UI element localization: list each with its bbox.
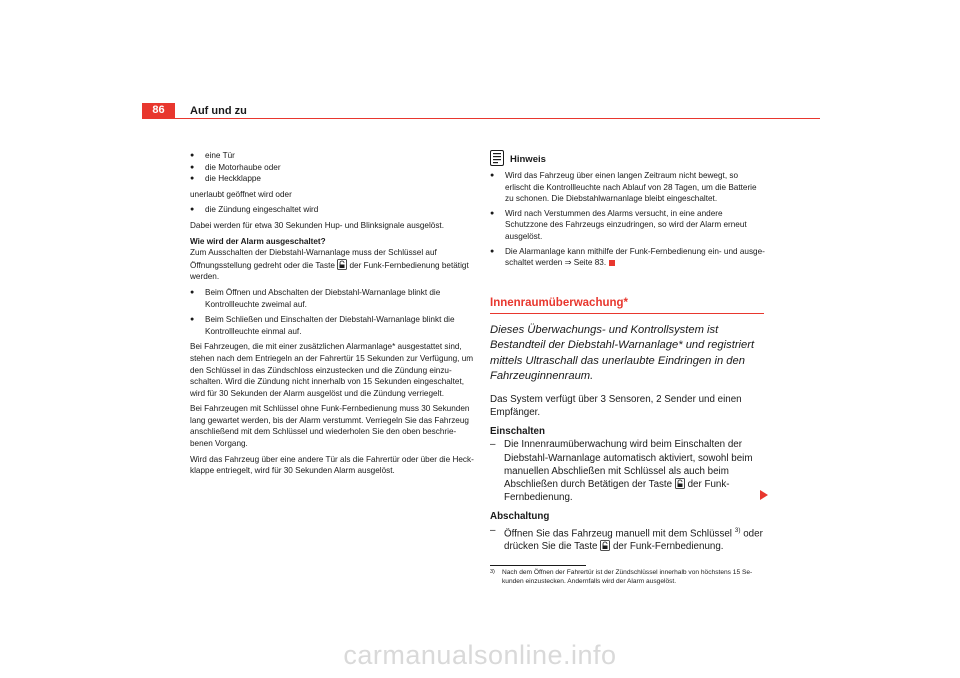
list-item: ● die Motorhaube oder: [190, 162, 475, 174]
step-text: Öffnen Sie das Fahrzeug manuell mit dem Schlüssel: [504, 527, 732, 539]
footnote: [490, 569, 766, 586]
unlock-key-icon: [600, 540, 610, 551]
notice-item: [490, 246, 766, 269]
list-item: ● Beim Schließen und Einschalten der Diebstahl-Warnanlage blinkt die Kontrollleuchte einmal auf.: [190, 314, 475, 337]
paragraph: Bei Fahrzeugen mit Schlüssel ohne Funk-Fernbedienung muss 30 Sekunden lang gewartet werden, bis der Alarm verstummt. Verriegeln Sie das Fahrzeug anschließend mit dem Schlüssel und wiederholen Sie den oben beschriebenen Vorgang.: [190, 404, 470, 449]
footnote-marker: 3): [734, 526, 741, 534]
watermark: carmanualsonline.info: [343, 640, 617, 670]
step-text: Die Innenraumüberwachung wird beim Einschalten der Diebstahl-Warnanlage automatisch aktiviert, sowohl beim manuellen Abschließen mit Schlüssel als auch beim Abschließen durch Betätigen der Taste: [504, 439, 753, 490]
paragraph-part: der Funk-Fernbedienung betätigt werden.: [190, 260, 469, 282]
paragraph: [190, 247, 475, 283]
continue-arrow-icon: [760, 490, 768, 500]
paragraph: Bei Fahrzeugen, die mit einer zusätzlichen Alarmanlage* ausgestattet sind, stehen nach dem Entriegeln an der Fahrertür 15 Sekunden zur Verfügung, um den Schlüssel in das Zündschloss einzustecken und die Zündung einzuschalten. Wird die Zündung nicht innerhalb von 15 Sekunden eingeschaltet, wird für 30 Sekunden der Alarm ausgelöst und die Zündung verriegelt.: [190, 342, 474, 398]
section-rule: [490, 313, 764, 314]
page-reference-link[interactable]: Seite 83.: [573, 258, 607, 268]
list-item: ● die Heckklappe: [190, 173, 475, 185]
paragraph: unerlaubt geöffnet wird oder: [190, 189, 292, 199]
paragraph: Dabei werden für etwa 30 Sekunden Hup- und Blinksignale ausgelöst.: [190, 220, 444, 230]
paragraph: Das System verfügt über 3 Sensoren, 2 Sender und einen Empfänger.: [490, 393, 742, 418]
subheading: Wie wird der Alarm ausgeschaltet?: [190, 236, 326, 246]
footnote-rule: [490, 565, 586, 566]
notice-item-text: Die Alarmanlage kann mithilfe der Funk-Fernbedienung ein- und ausgeschaltet werden: [505, 246, 765, 268]
footnote-text: Nach dem Öffnen der Fahrertür ist der Zündschlüssel innerhalb von höchstens 15 Sekunden einzustecken. Andernfalls wird der Alarm ausgelöst.: [502, 569, 753, 585]
subheading-einschalten: Einschalten: [490, 426, 545, 438]
right-column: [490, 150, 766, 586]
notice-header: [490, 150, 766, 166]
list-item: ● Beim Öffnen und Abschalten der Diebstahl-Warnanlage blinkt die Kontrollleuchte zweimal auf.: [190, 287, 475, 310]
step-item: [490, 524, 766, 554]
step-text: der Funk-Fernbedienung.: [612, 541, 724, 553]
end-mark: [609, 260, 615, 266]
header-rule: [142, 118, 820, 119]
section-intro: Dieses Überwachungs- und Kontrollsystem ist Bestandteil der Diebstahl-Warnanlage* und registriert mittels Ultraschall das unerlaubte Eindringen in den Fahrzeuginnenraum.: [490, 323, 755, 383]
paragraph-part: Zum Ausschalten der Diebstahl-Warnanlage muss der Schlüssel auf Öffnungsstellung gedreht oder die Taste: [190, 248, 437, 270]
unlock-key-icon: [337, 259, 347, 270]
list-item: ● die Zündung eingeschaltet wird: [190, 204, 475, 216]
page-number: 86: [142, 103, 175, 118]
notice-info-icon: [490, 150, 504, 166]
list-item: ● eine Tür: [190, 150, 475, 162]
reference-arrow: ⇒: [564, 258, 572, 268]
unlock-key-icon: [675, 478, 685, 489]
chapter-title: Auf und zu: [190, 105, 247, 117]
notice-item: ● Wird das Fahrzeug über einen langen Zeitraum nicht bewegt, so erlischt die Kontrollleuchte nach Ablauf von 28 Tagen, um die Batterie zu schonen. Die Diebstahlwarnanlage bleibt eingeschaltet.: [490, 170, 766, 205]
left-column: [190, 150, 475, 481]
footnote-number: 3): [490, 569, 495, 576]
section-title: Innenraumüberwachung*: [490, 296, 629, 309]
subheading-abschaltung: Abschaltung: [490, 511, 550, 523]
paragraph: Wird das Fahrzeug über eine andere Tür als die Fahrertür oder über die Heckklappe entriegelt, wird für 30 Sekunden Alarm ausgelöst.: [190, 454, 474, 476]
notice-title: Hinweis: [510, 154, 546, 165]
step-text: oder drücken Sie die Taste: [504, 527, 763, 553]
notice-item: ● Wird nach Verstummen des Alarms versucht, in eine andere Schutzzone des Fahrzeugs einzudringen, so wird der Alarm erneut ausgelöst.: [490, 208, 766, 243]
step-text: der Funk-Fernbedienung.: [504, 478, 730, 504]
step-item: [490, 438, 766, 504]
